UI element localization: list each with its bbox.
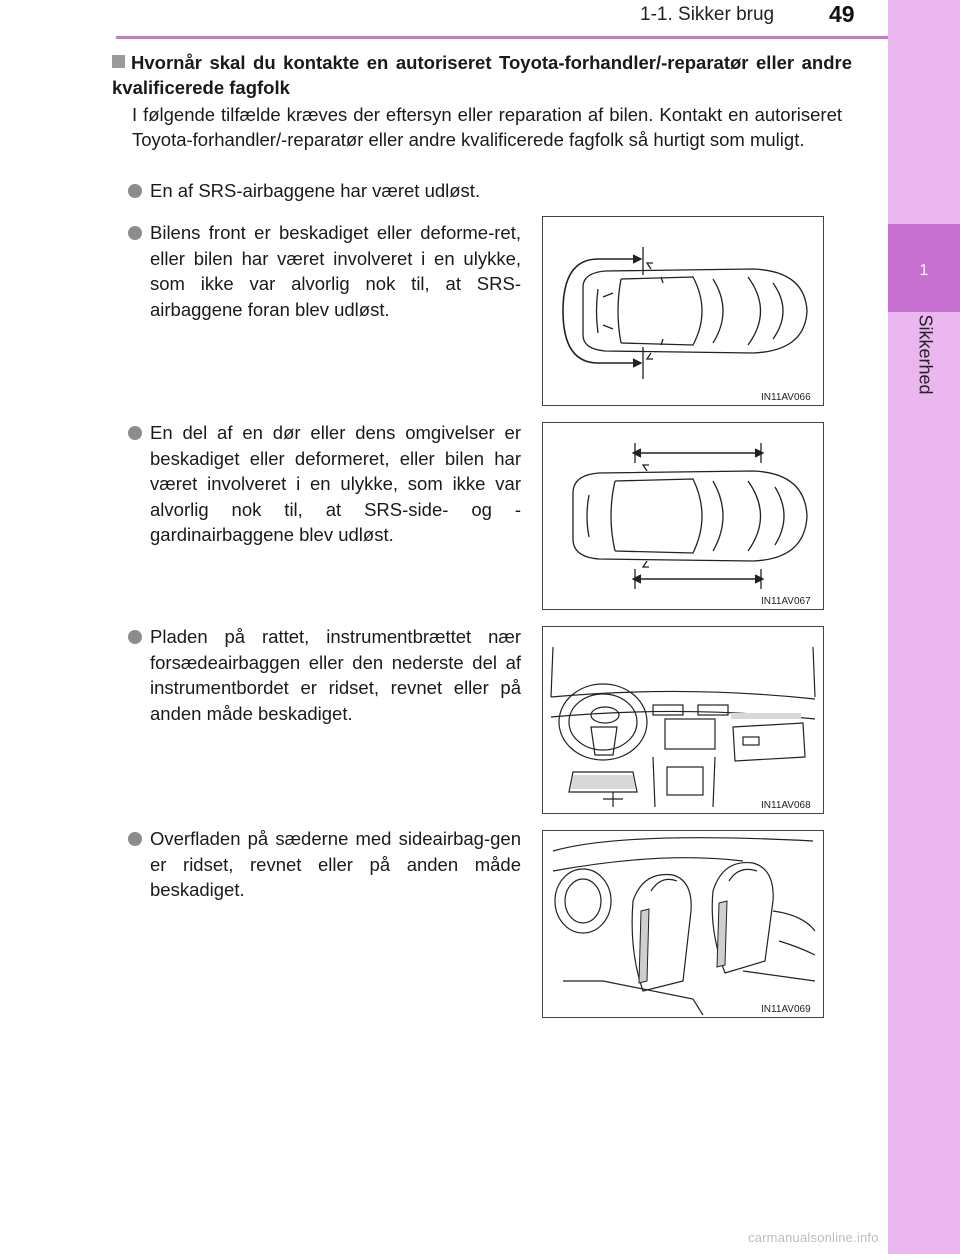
chapter-side-tab (888, 0, 960, 1254)
figure-dashboard-damage (542, 626, 824, 814)
figure-label: IN11AV068 (761, 800, 811, 811)
chapter-number: 1 (919, 262, 929, 279)
seats-illustration (543, 831, 823, 1017)
bullet-icon (128, 832, 142, 846)
list-item-text: Overfladen på sæderne med sideairbag-gen er ridset, revnet eller på anden måde beskadiget. (150, 828, 521, 900)
list-item-text: Pladen på rattet, instrumentbrættet nær forsædeairbaggen eller den nederste del af instrumentbordet er ridset, revnet eller på anden måde beskadiget. (150, 626, 521, 724)
list-item-text: Bilens front er beskadiget eller deforme-ret, eller bilen har været involveret i en ulykke, som ikke var alvorlig nok til, at SRS-airbaggene foran blev udløst. (150, 222, 521, 320)
list-item (128, 826, 521, 903)
dashboard-illustration (543, 627, 823, 813)
figure-label: IN11AV066 (761, 392, 811, 403)
header-divider (116, 36, 888, 39)
page-number: 49 (829, 1, 855, 27)
figure-car-front-damage (542, 216, 824, 406)
list-item-text: En af SRS-airbaggene har været udløst. (150, 180, 481, 201)
list-item (128, 420, 521, 548)
watermark: carmanualsonline.info (748, 1230, 879, 1245)
figure-label: IN11AV067 (761, 596, 811, 607)
section-heading (112, 50, 852, 100)
car-top-view-side-illustration (543, 423, 823, 609)
figure-car-side-damage (542, 422, 824, 610)
bullet-icon (128, 426, 142, 440)
chapter-title-tab (889, 304, 960, 424)
list-item (128, 220, 521, 322)
chapter-title: Sikkerhed (915, 314, 936, 395)
list-item (128, 624, 521, 726)
car-top-view-front-illustration (543, 217, 823, 405)
bullet-icon (128, 226, 142, 240)
list-item-text: En del af en dør eller dens omgivelser er beskadiget eller deformeret, eller bilen har været involveret i en ulykke, som ikke var alvorlig nok til, at SRS-side- og -gardinairbaggene blev udløst. (150, 422, 521, 545)
heading-square-icon (112, 55, 125, 68)
bullet-icon (128, 630, 142, 644)
intro-paragraph: I følgende tilfælde kræves der eftersyn eller reparation af bilen. Kontakt en autoriseret Toyota-forhandler/-reparatør eller andre kvalificerede fagfolk så hurtigt som muligt. (132, 104, 842, 150)
page-header (0, 0, 888, 40)
figure-label: IN11AV069 (761, 1004, 811, 1015)
header-section-title: 1-1. Sikker brug (640, 4, 775, 25)
figure-seat-damage (542, 830, 824, 1018)
list-item (128, 178, 848, 204)
chapter-number-block (888, 224, 960, 312)
bullet-icon (128, 184, 142, 198)
heading-text: Hvornår skal du kontakte en autoriseret Toyota-forhandler/-reparatør eller andre kvalificerede fagfolk (112, 52, 852, 98)
